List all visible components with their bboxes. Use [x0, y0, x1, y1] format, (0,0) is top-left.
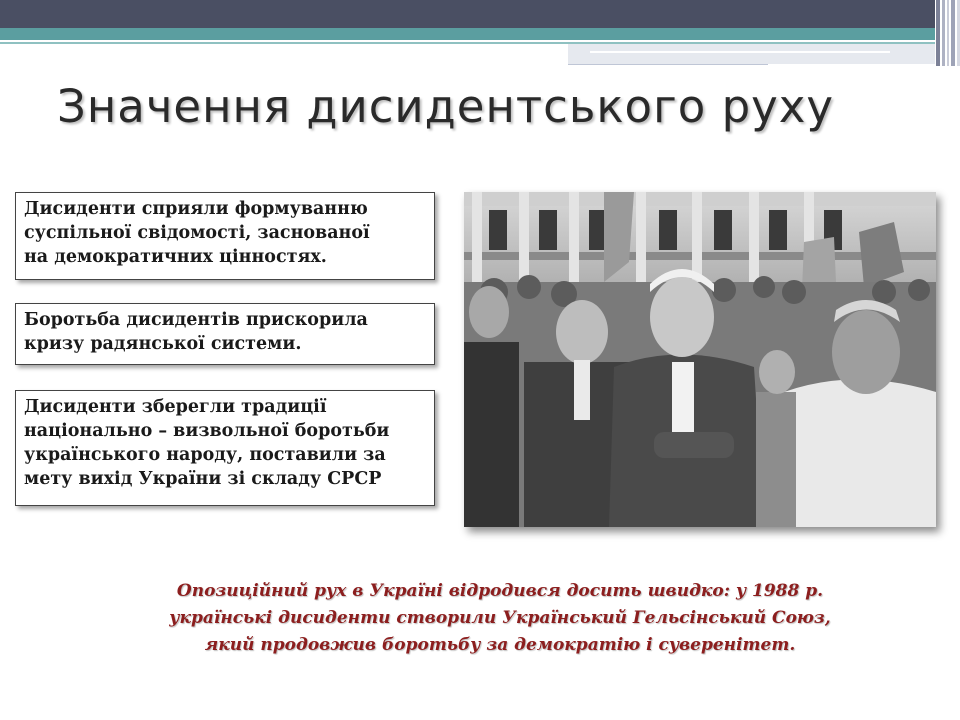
crowd-photo [464, 192, 936, 527]
header-band-underline [568, 64, 768, 65]
caption [100, 578, 900, 659]
caption-line: українські дисиденти створили Український Гельсінський Союз, [169, 608, 831, 628]
point-line: Дисиденти сприяли формуванню [24, 199, 368, 219]
corner-stripe [947, 0, 949, 66]
point-box-1 [15, 192, 435, 280]
header-band-dark [0, 0, 935, 28]
point-box-3 [15, 390, 435, 506]
header-band-teal [0, 28, 935, 40]
point-line: національно – визвольної боротьби [24, 421, 390, 441]
header-band-light [568, 44, 935, 64]
corner-stripe [942, 0, 945, 66]
point-line: кризу радянської системи. [24, 334, 302, 354]
corner-stripe [951, 0, 955, 66]
caption-line: який продовжив боротьбу за демократію і суверенітет. [204, 635, 796, 655]
caption-line: Опозиційний рух в Україні відродився досить швидко: у 1988 р. [176, 581, 824, 601]
header-band-highlight [590, 51, 890, 53]
corner-stripe [936, 0, 940, 66]
point-line: мету вихід України зі складу СРСР [24, 469, 382, 489]
point-line: українського народу, поставили за [24, 445, 386, 465]
point-line: Дисиденти зберегли традиції [24, 397, 327, 417]
point-line: на демократичних цінностях. [24, 247, 327, 267]
point-line: суспільної свідомості, заснованої [24, 223, 370, 243]
slide-title: Значення дисидентського руху [57, 80, 835, 133]
point-box-2 [15, 303, 435, 365]
point-line: Боротьба дисидентів прискорила [24, 310, 368, 330]
